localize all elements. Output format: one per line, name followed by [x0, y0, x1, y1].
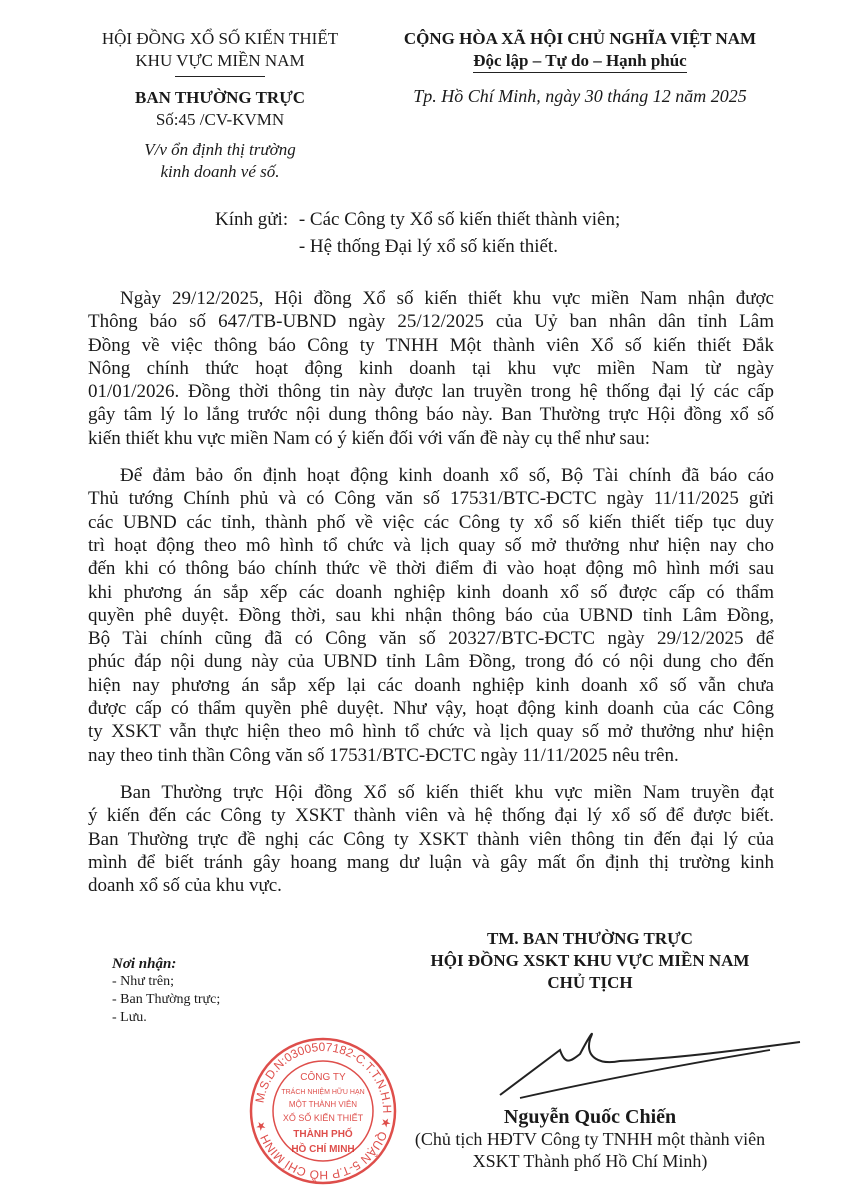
recipient-item: - Hệ thống Đại lý xổ số kiến thiết.	[298, 236, 558, 257]
paragraph-line: gây tâm lý lo lắng trước nội dung thông báo này. Ban Thường trực Hội đồng xổ số	[88, 404, 774, 426]
org-name-line2: KHU VỰC MIỀN NAM	[135, 51, 305, 70]
seal-center-line: TRÁCH NHIỆM HỮU HẠN	[281, 1089, 365, 1096]
paragraph-line: ý kiến đến các Công ty XSKT thành viên và hệ thống đại lý xổ số để được biết.	[88, 805, 774, 827]
paragraph-line: đến khi có thông báo chính thức về thời điểm đi vào hoạt động mô hình mới sau	[88, 558, 774, 580]
signature-title: CHỦ TỊCH	[547, 973, 633, 992]
paragraph-line: doanh xổ số của khu vực.	[88, 875, 282, 897]
paragraph-line: Ban Thường trực Hội đồng Xổ số kiến thiết khu vực miền Nam truyền đạt	[120, 781, 774, 803]
paragraph-line: Bộ Tài chính cũng đã có Công văn số 20327/BTC-ĐCTC ngày 29/12/2025 để	[88, 628, 774, 650]
recipients-label: Kính gửi:	[215, 209, 289, 230]
signature-block	[380, 928, 800, 1172]
company-seal	[248, 1036, 398, 1186]
country-name: CỘNG HÒA XÃ HỘI CHỦ NGHĨA VIỆT NAM	[403, 29, 757, 48]
receiver-item: - Lưu.	[112, 1010, 147, 1025]
paragraph-line: mình để biết tránh gây hoang mang dư luận và gây mất ổn định thị trường kinh	[88, 851, 774, 873]
seal-center-line: MỘT THÀNH VIÊN	[288, 1100, 358, 1109]
seal-ring-path-text: M.S.D.N:0300507182-C.T.T.N.H.H ★ QUẬN 5-T.P HỒ CHÍ MINH ★	[252, 1039, 395, 1183]
receivers-block	[112, 955, 220, 1027]
motto: Độc lập – Tự do – Hạnh phúc	[473, 50, 686, 73]
paragraph-line: 01/01/2026. Đồng thời thông tin này được lan truyền trong hệ thống đại lý các cấp	[88, 381, 774, 403]
signer-name: Nguyễn Quốc Chiến	[503, 1106, 677, 1128]
paragraph-line: Nông chính thức hoạt động kinh doanh tại khu vực miền Nam từ ngày	[88, 357, 774, 379]
paragraph-line: hiện nay phương án sắp xếp lại các doanh nghiệp kinh doanh xổ số vẫn chưa	[88, 674, 774, 696]
paragraph-line: khi phương án sắp xếp các doanh nghiệp kinh doanh xổ số được cấp có thẩm	[88, 581, 774, 603]
paragraph-line: ty XSKT vẫn thực hiện theo mô hình tổ chức và lịch quay số mở thưởng như hiện	[88, 721, 774, 743]
signature-line2: HỘI ĐỒNG XSKT KHU VỰC MIỀN NAM	[430, 951, 750, 970]
issuer-block	[70, 28, 370, 183]
national-header	[370, 28, 790, 107]
doc-number: Số:45 /CV-KVMN	[155, 110, 285, 129]
seal-center-line: XỔ SỐ KIẾN THIẾT	[282, 1113, 364, 1123]
paragraph-line: trì hoạt động theo mô hình tổ chức và lịch quay số mở thưởng như hiện nay cho	[88, 534, 774, 556]
signer-note1: (Chủ tịch HĐTV Công ty TNHH một thành viên	[414, 1129, 766, 1149]
seal-center-line: THÀNH PHỐ	[293, 1129, 353, 1140]
paragraph-line: Ban Thường trực đề nghị các Công ty XSKT thành viên thông tin đến đại lý của	[88, 828, 774, 850]
receiver-item: - Như trên;	[112, 974, 175, 989]
paragraph-line: kiến thiết khu vực miền Nam có ý kiến đối với vấn đề này cụ thể như sau:	[88, 427, 650, 449]
receiver-item: - Ban Thường trực;	[112, 992, 221, 1007]
paragraph-line: Ngày 29/12/2025, Hội đồng Xổ số kiến thiết khu vực miền Nam nhận được	[120, 288, 774, 309]
department: BAN THƯỜNG TRỰC	[134, 88, 306, 107]
paragraph-line: nay theo tinh thần Công văn số 17531/BTC-ĐCTC ngày 11/11/2025 nêu trên.	[88, 744, 679, 766]
org-name-line1: HỘI ĐỒNG XỔ SỐ KIẾN THIẾT	[101, 29, 339, 48]
paragraph	[88, 287, 774, 450]
signer-note2: XSKT Thành phố Hồ Chí Minh)	[472, 1151, 708, 1171]
paragraph	[88, 464, 774, 767]
letter-body	[88, 287, 774, 911]
subject-line2: kinh doanh vé số.	[160, 162, 280, 181]
place-date: Tp. Hồ Chí Minh, ngày 30 tháng 12 năm 2025	[413, 86, 747, 106]
paragraph-line: phúc đáp nội dung này của UBND tỉnh Lâm Đồng, trong đó có nội dung cho đến	[88, 651, 774, 673]
paragraph-line: Để đảm bảo ổn định hoạt động kinh doanh xổ số, Bộ Tài chính đã báo cáo	[120, 465, 774, 487]
recipients	[215, 206, 620, 260]
paragraph-line: được cấp có thẩm quyền phê duyệt. Như vậy, hoạt động kinh doanh của các Công	[88, 698, 774, 720]
recipient-item: - Các Công ty Xổ số kiến thiết thành viên;	[298, 209, 621, 230]
divider	[175, 76, 265, 77]
receivers-label: Nơi nhận:	[112, 956, 177, 972]
signature-line1: TM. BAN THƯỜNG TRỰC	[487, 929, 693, 948]
subject-line1: V/v ổn định thị trường	[144, 140, 296, 159]
paragraph-line: Thông báo số 647/TB-UBND ngày 25/12/2025 của Uỷ ban nhân dân tỉnh Lâm	[88, 311, 774, 333]
paragraph-line: Đồng về việc thông báo Công ty TNHH Một thành viên Xổ số kiến thiết Đắk	[88, 334, 774, 356]
seal-center-line: HỒ CHÍ MINH	[291, 1144, 355, 1155]
seal-center-line: CÔNG TY	[300, 1072, 346, 1083]
paragraph	[88, 781, 774, 897]
paragraph-line: các UBND các tỉnh, thành phố về việc các Công ty xổ số kiến thiết tiếp tục duy	[88, 511, 774, 533]
paragraph-line: Thủ tướng Chính phủ và có Công văn số 17531/BTC-ĐCTC ngày 11/11/2025 gửi	[88, 488, 774, 510]
paragraph-line: quyền phê duyệt. Đồng thời, sau khi nhận thông báo của UBND tỉnh Lâm Đồng,	[88, 604, 774, 626]
